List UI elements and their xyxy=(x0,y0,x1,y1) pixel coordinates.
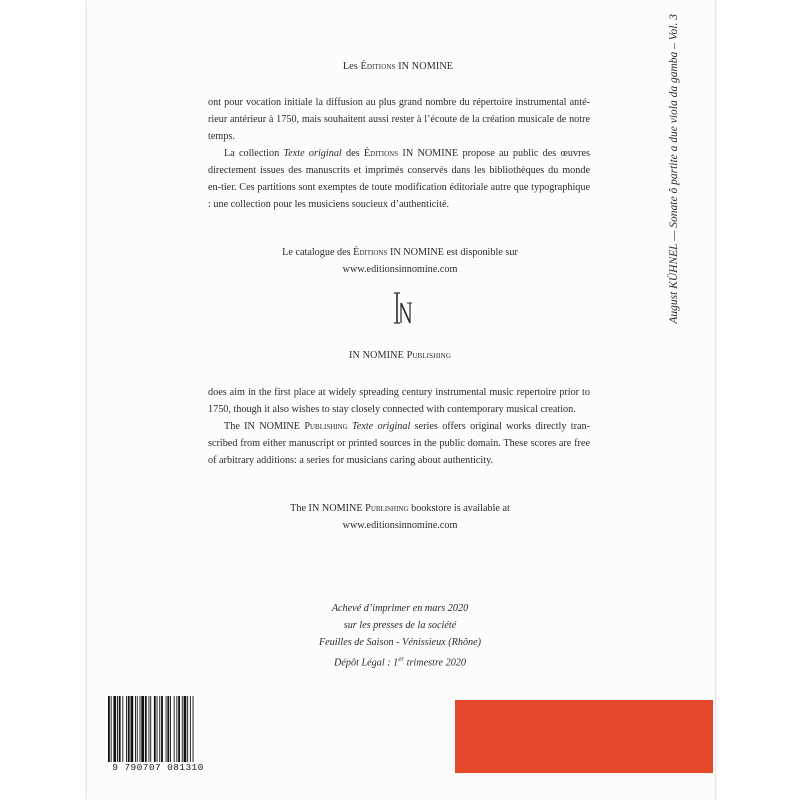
english-bookstore: The IN NOMINE Publishing bookstore is available at www.editionsinnomine.com xyxy=(208,500,592,534)
english-paragraph-2: The IN NOMINE Publishing Texte original series offers original works directly tran-scribed from either manuscript or printed sources in the public domain. These scores are free of arbitrary additions: a series for musicians caring about authenticity. xyxy=(208,421,591,466)
english-paragraph-1: does aim in the first place at widely spreading century instrumental music repertoire prior to 1750, though it also wishes to stay closely connected with contemporary musical creation. xyxy=(208,387,590,415)
french-paragraph-2: La collection Texte original des Éditions IN NOMINE propose au public des œuvres directement issues des manuscrits et imprimés conservés dans les bibliothèques du monde en-tier. Ces partitions sont exemptes de toute modification éditoriale autre que typographique : une collection pour les musiciens soucieux d’authenticité. xyxy=(208,148,590,210)
accent-color-block xyxy=(455,700,713,773)
french-catalogue: Le catalogue des Éditions IN NOMINE est disponible sur www.editionsinnomine.com xyxy=(208,244,592,278)
barcode-number: 9 790707 081310 xyxy=(112,762,204,773)
in-nomine-monogram-icon xyxy=(391,291,413,325)
french-heading: Les Éditions IN NOMINE xyxy=(342,61,454,72)
french-catalogue-url[interactable]: www.editionsinnomine.com xyxy=(342,264,458,275)
english-bookstore-url[interactable]: www.editionsinnomine.com xyxy=(342,520,458,531)
spine-title: August KÜHNEL — Sonate ô partite a due viola da gamba – Vol. 3 xyxy=(668,14,680,324)
barcode-icon xyxy=(106,696,210,762)
spine xyxy=(664,14,684,366)
colophon: Achevé d’imprimer en mars 2020 sur les presses de la société Feuilles de Saison - Vénissieux (Rhône) Dépôt Légal : 1er trimestre 2020 xyxy=(318,603,482,669)
french-paragraph-1: ont pour vocation initiale la diffusion au plus grand nombre du répertoire instrumental anté-rieur antérieur à 1750, mais souhaitent aussi rester à l’écoute de la création musicale de notre temps. xyxy=(208,97,590,142)
english-heading: IN NOMINE Publishing xyxy=(349,350,451,361)
